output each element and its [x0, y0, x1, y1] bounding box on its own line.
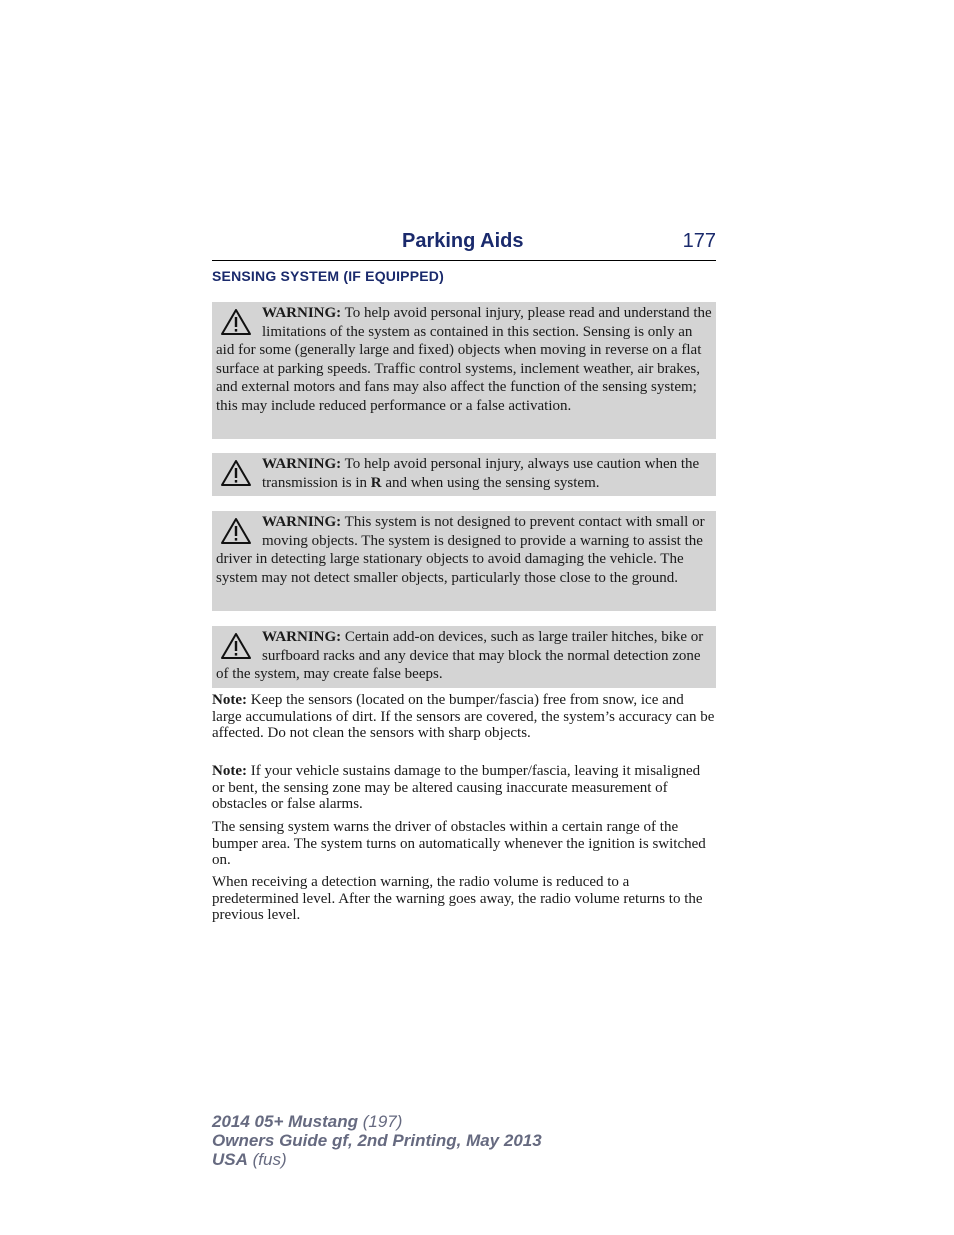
warning-label: WARNING:: [262, 305, 342, 321]
page-footer: [212, 1112, 542, 1169]
warning-label: WARNING:: [262, 514, 342, 530]
page-number: 177: [682, 230, 716, 252]
body-paragraph-1: The sensing system warns the driver of obstacles within a certain range of the bumper area. The system turns on automatically whenever the ignition is switched on.: [212, 819, 706, 869]
warning-text-continued: and when using the sensing system.: [385, 474, 600, 491]
section-title: SENSING SYSTEM (IF EQUIPPED): [212, 268, 444, 284]
footer-market: USA: [212, 1150, 248, 1169]
footer-line-2: [212, 1131, 542, 1150]
warning-text: This system is not designed to prevent contact with small or moving objects. The system is designed to provide a warning to assist the driver in detecting large stationary objects to avoid damaging the vehicle. The system may not detect smaller objects, particularly those close to the ground.: [216, 514, 705, 586]
body-paragraph-2: When receiving a detection warning, the radio volume is reduced to a predetermined level. After the warning goes away, the radio volume returns to the previous level.: [212, 874, 703, 924]
warning-text: To help avoid personal injury, always use caution when the transmission is in: [262, 456, 700, 491]
warning-text: To help avoid personal injury, please read and understand the limitations of the system as contained in this section. Sensing is only an aid for some (generally large and fixed) objects when moving in reverse on a flat surface at parking speeds. Traffic control systems, inclement weather, air brakes, and external motors and fans may also affect the function of the sensing system; this may include reduced performance or a false activation.: [216, 305, 712, 414]
warning-text: Certain add-on devices, such as large trailer hitches, bike or surfboard racks and any device that may block the normal detection zone of the system, may create false beeps.: [216, 629, 704, 683]
note-label: Note:: [212, 692, 247, 708]
page-header: [212, 228, 716, 261]
warning-box-2: [212, 453, 716, 496]
warning-label: WARNING:: [262, 456, 342, 472]
footer-line-1: [212, 1112, 542, 1131]
footer-printing: Owners Guide gf, 2nd Printing, May 2013: [212, 1131, 542, 1150]
warning-box-4: [212, 626, 716, 688]
warning-triangle-icon: [220, 517, 252, 545]
warning-triangle-icon: [220, 459, 252, 487]
warning-box-3: [212, 511, 716, 611]
warning-box-1: [212, 302, 716, 439]
footer-line-3: [212, 1150, 542, 1169]
warning-label: WARNING:: [262, 629, 342, 645]
footer-model: 2014 05+ Mustang: [212, 1112, 358, 1131]
note-paragraph-2: [212, 763, 716, 813]
footer-model-code: (197): [362, 1112, 403, 1131]
note-paragraph-1: [212, 692, 716, 742]
chapter-title: Parking Aids: [402, 230, 524, 252]
footer-market-code: (fus): [252, 1150, 287, 1169]
note-text: If your vehicle sustains damage to the bumper/fascia, leaving it misaligned or bent, the sensing zone may be altered causing inaccurate measurement of obstacles or false alarms.: [212, 763, 701, 813]
note-label: Note:: [212, 763, 247, 779]
warning-triangle-icon: [220, 308, 252, 336]
gear-position-r: R: [370, 474, 382, 491]
warning-triangle-icon: [220, 632, 252, 660]
note-text: Keep the sensors (located on the bumper/fascia) free from snow, ice and large accumulations of dirt. If the sensors are covered, the system’s accuracy can be affected. Do not clean the sensors with sharp objects.: [212, 692, 715, 742]
